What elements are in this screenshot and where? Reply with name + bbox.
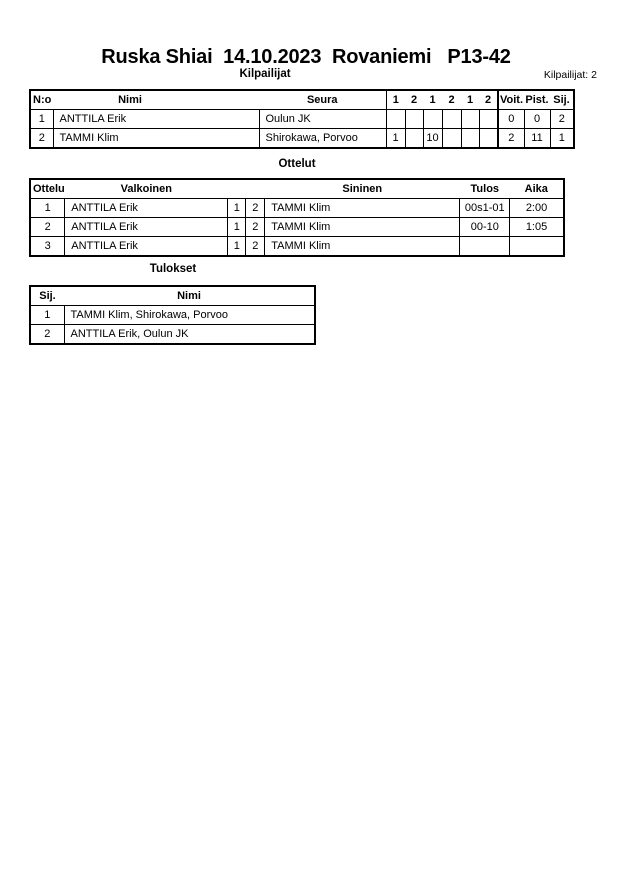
match-no: 3 [30, 237, 65, 257]
competitor-place: 2 [550, 110, 574, 129]
results-section-title: Tulokset [149, 263, 197, 275]
score-cell [442, 129, 461, 149]
score-cell [405, 110, 423, 129]
col-header-white-num [228, 179, 246, 199]
competitor-no: 2 [30, 129, 53, 149]
competitor-row [30, 110, 574, 129]
competitor-points: 0 [524, 110, 550, 129]
col-header-points: Pist. [524, 90, 550, 110]
competitor-points: 11 [524, 129, 550, 149]
col-header-white: Valkoinen [65, 179, 228, 199]
white-num: 1 [228, 199, 246, 218]
matches-section-title: Ottelut [278, 158, 316, 170]
blue-num: 2 [246, 237, 265, 257]
match-time: 1:05 [510, 218, 564, 237]
white-competitor: ANTTILA Erik [65, 199, 228, 218]
score-cell [461, 129, 479, 149]
competitors-header-row [30, 90, 574, 110]
col-header-score-5: 1 [461, 90, 479, 110]
col-header-time: Aika [510, 179, 564, 199]
competitor-wins: 0 [498, 110, 524, 129]
competitors-table [29, 89, 575, 149]
score-cell: 10 [423, 129, 442, 149]
col-header-wins: Voit. [498, 90, 524, 110]
match-row [30, 237, 564, 257]
col-header-score-4: 2 [442, 90, 461, 110]
matches-header-row [30, 179, 564, 199]
competitor-club: Shirokawa, Porvoo [259, 129, 386, 149]
result-row [30, 325, 315, 345]
col-header-score-1: 1 [386, 90, 405, 110]
score-cell [442, 110, 461, 129]
blue-competitor: TAMMI Klim [265, 237, 460, 257]
col-header-club: Seura [259, 90, 386, 110]
score-cell [405, 129, 423, 149]
competitor-place: 1 [550, 129, 574, 149]
match-result: 00-10 [460, 218, 510, 237]
score-cell [386, 110, 405, 129]
blue-num: 2 [246, 218, 265, 237]
matches-table [29, 178, 565, 257]
score-cell [479, 129, 498, 149]
blue-competitor: TAMMI Klim [265, 218, 460, 237]
page-title: Ruska Shiai 14.10.2023 Rovaniemi P13-42 [101, 46, 511, 68]
blue-competitor: TAMMI Klim [265, 199, 460, 218]
score-cell [423, 110, 442, 129]
results-table [29, 285, 316, 345]
match-no: 1 [30, 199, 65, 218]
col-header-match: Ottelu [30, 179, 65, 199]
match-row [30, 199, 564, 218]
competitor-row [30, 129, 574, 149]
match-no: 2 [30, 218, 65, 237]
col-header-name: Nimi [53, 90, 259, 110]
result-name: TAMMI Klim, Shirokawa, Porvoo [64, 306, 315, 325]
competitor-name: TAMMI Klim [53, 129, 259, 149]
match-time [510, 237, 564, 257]
col-header-result: Tulos [460, 179, 510, 199]
match-time: 2:00 [510, 199, 564, 218]
white-competitor: ANTTILA Erik [65, 218, 228, 237]
col-header-blue-num [246, 179, 265, 199]
result-place: 2 [30, 325, 64, 345]
match-row [30, 218, 564, 237]
col-header-name: Nimi [64, 286, 315, 306]
score-cell [461, 110, 479, 129]
competitor-name: ANTTILA Erik [53, 110, 259, 129]
white-num: 1 [228, 237, 246, 257]
match-result: 00s1-01 [460, 199, 510, 218]
score-cell: 1 [386, 129, 405, 149]
col-header-place: Sij. [550, 90, 574, 110]
col-header-score-3: 1 [423, 90, 442, 110]
col-header-score-2: 2 [405, 90, 423, 110]
result-place: 1 [30, 306, 64, 325]
match-result [460, 237, 510, 257]
col-header-no: N:o [30, 90, 53, 110]
competitor-club: Oulun JK [259, 110, 386, 129]
white-num: 1 [228, 218, 246, 237]
white-competitor: ANTTILA Erik [65, 237, 228, 257]
competitors-section-title: Kilpailijat [239, 68, 291, 80]
competitor-no: 1 [30, 110, 53, 129]
blue-num: 2 [246, 199, 265, 218]
col-header-place: Sij. [30, 286, 64, 306]
score-cell [479, 110, 498, 129]
col-header-blue: Sininen [265, 179, 460, 199]
competitor-count: Kilpailijat: 2 [543, 69, 597, 81]
col-header-score-6: 2 [479, 90, 498, 110]
results-header-row [30, 286, 315, 306]
competitor-wins: 2 [498, 129, 524, 149]
result-name: ANTTILA Erik, Oulun JK [64, 325, 315, 345]
result-row [30, 306, 315, 325]
